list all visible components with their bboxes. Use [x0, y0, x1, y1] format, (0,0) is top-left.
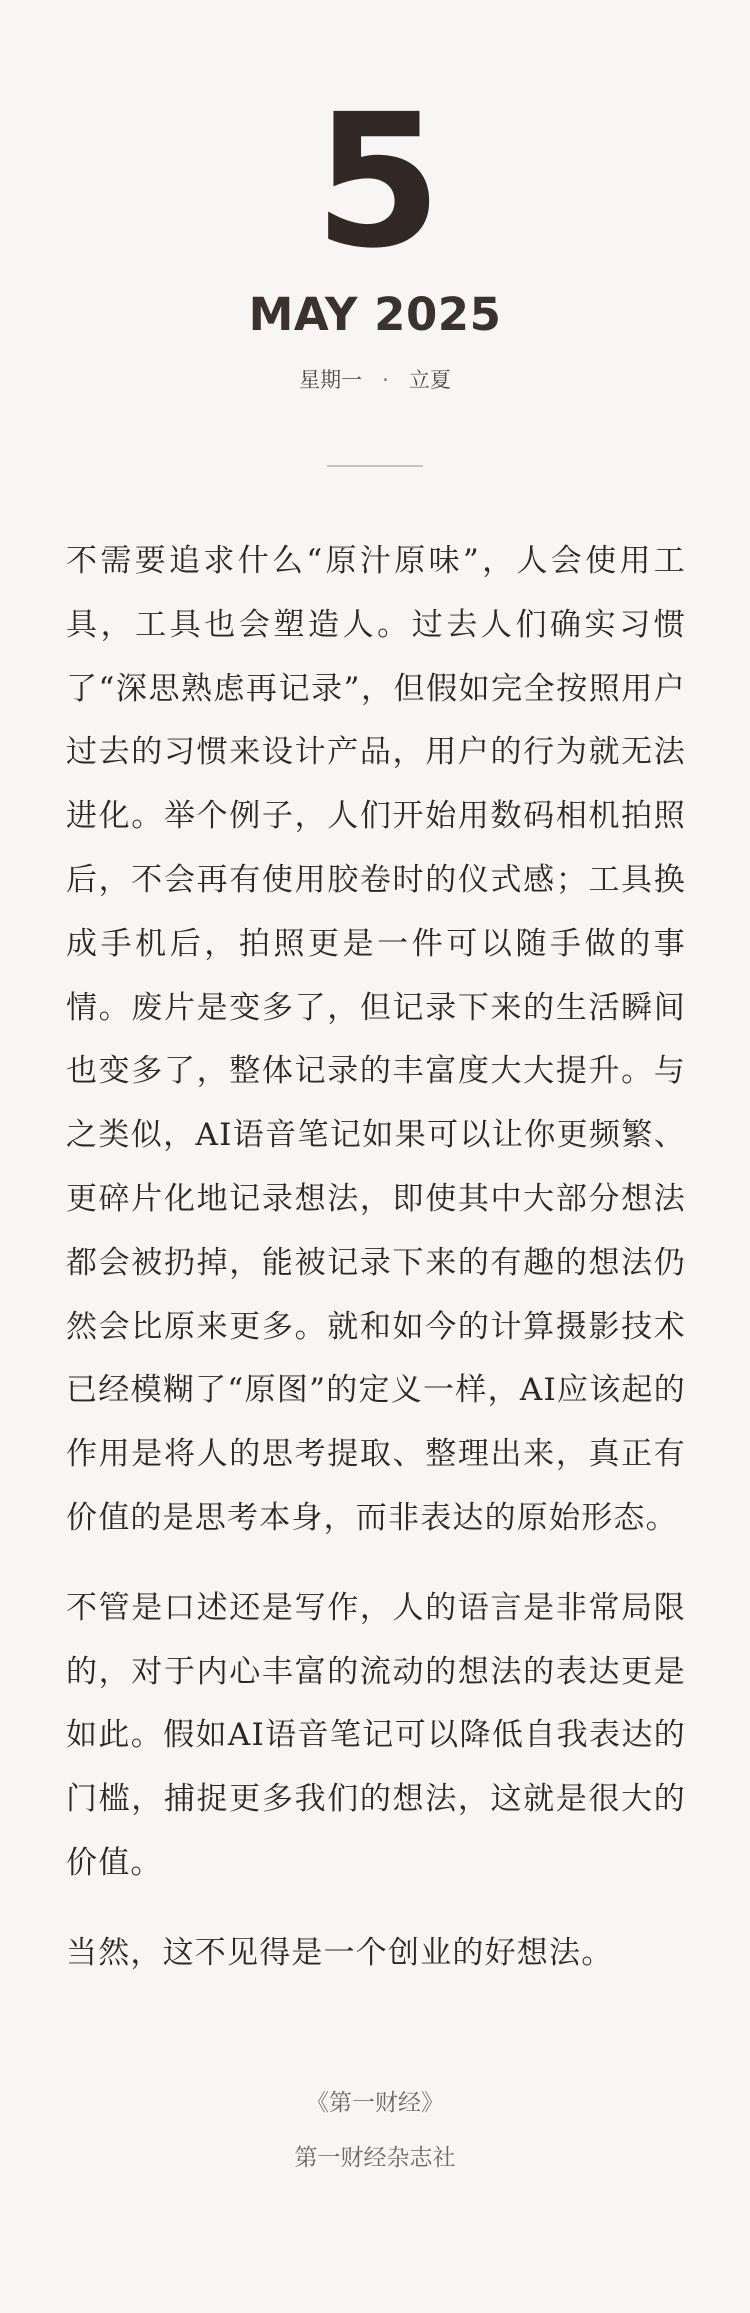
solar-term: 立夏 [408, 368, 451, 392]
month-year: MAY 2025 [248, 288, 502, 341]
paragraph-1: 不需要追求什么“原汁原味”，人会使用工具，工具也会塑造人。过去人们确实习惯了“深思熟虑再记录”，但假如完全按照用户过去的习惯来设计产品，用户的行为就无法进化。举个例子，人们开始用数码相机拍照后，不会再有使用胶卷时的仪式感；工具换成手机后，拍照更是一件可以随手做的事情。废片是变多了，但记录下来的生活瞬间也变多了，整体记录的丰富度大大提升。与之类似，AI语音笔记如果可以让你更频繁、更碎片化地记录想法，即使其中大部分想法都会被扔掉，能被记录下来的有趣的想法仍然会比原来更多。就和如今的计算摄影技术已经模糊了“原图”的定义一样，AI应该起的作用是将人的思考提取、整理出来，真正有价值的是思考本身，而非表达的原始形态。 [66, 543, 686, 1536]
source-title: 《第一财经》 [306, 2090, 444, 2116]
weekday-line [0, 370, 750, 391]
paragraph-2: 不管是口述还是写作，人的语言是非常局限的，对于内心丰富的流动的想法的表达更是如此。假如AI语音笔记可以降低自我表达的门槛，捕捉更多我们的想法，这就是很大的价值。 [66, 1589, 686, 1881]
weekday: 星期一 [299, 368, 363, 392]
paragraph-3: 当然，这不见得是一个创业的好想法。 [66, 1934, 614, 1971]
day-number: 5 [313, 75, 437, 289]
divider [327, 465, 423, 467]
publisher-name: 第一财经杂志社 [294, 2145, 456, 2171]
separator-dot: · [382, 368, 389, 392]
article-body [66, 530, 686, 2012]
